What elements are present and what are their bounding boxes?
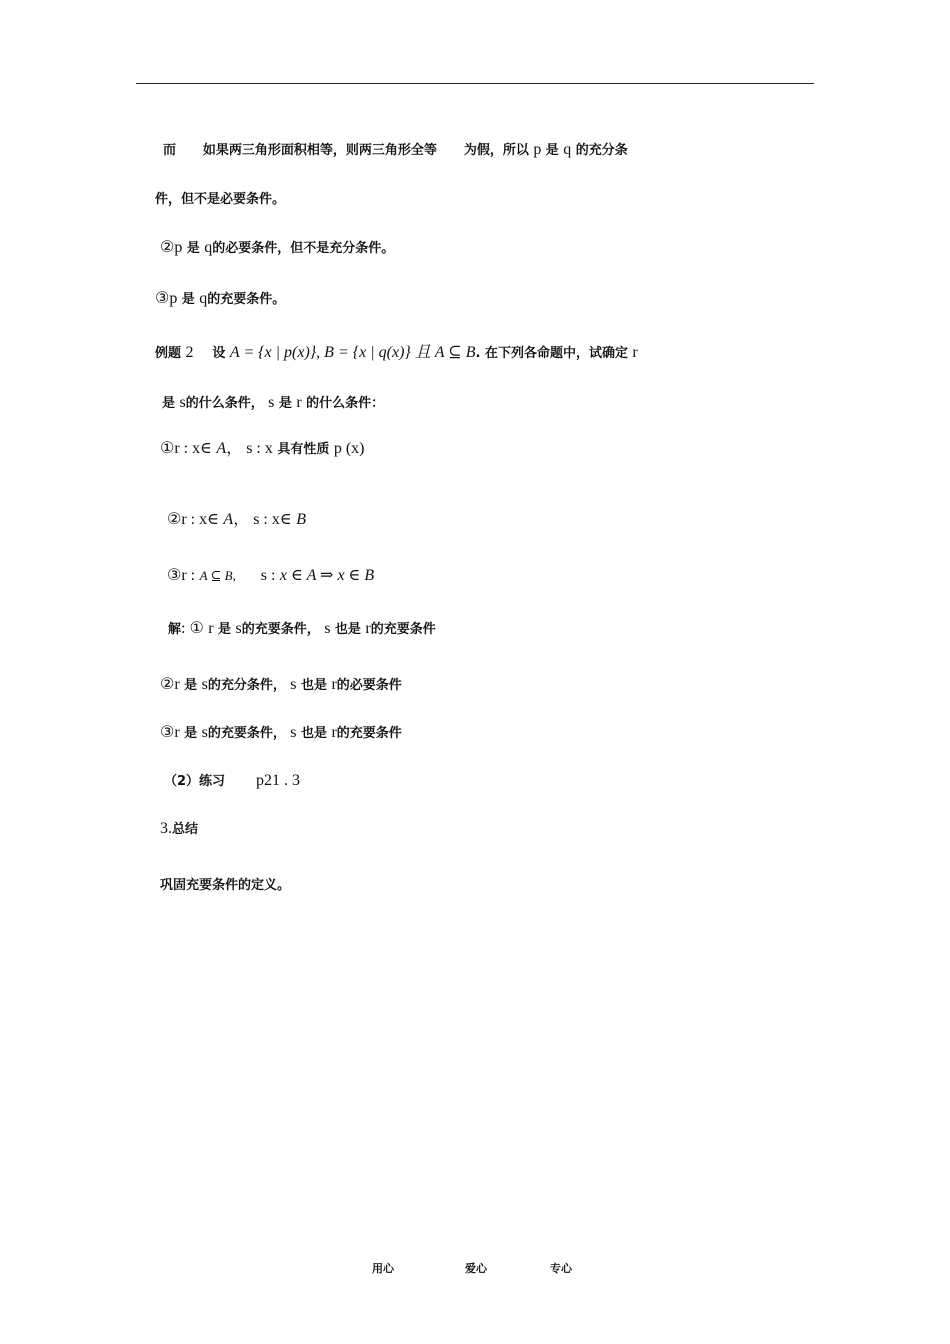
math-var: s [235, 620, 242, 637]
circled-number: ① [160, 440, 175, 457]
text: 是 [181, 292, 195, 307]
math-var: s [268, 394, 275, 411]
math-expression: A ⊆ B, [199, 568, 236, 583]
text: 是 [184, 726, 198, 741]
math-var: s [324, 620, 331, 637]
math-var: p [533, 141, 542, 158]
text: 的充分条件， [207, 678, 286, 693]
circled-number: ② [160, 239, 175, 256]
text: 如果两三角形面积相等，则两三角形全等 [202, 143, 437, 158]
practice-label: 练习 [199, 774, 226, 789]
footer-text-3: 专心 [550, 1262, 572, 1275]
text: 的什么条件， [185, 396, 264, 411]
math-var: A [216, 440, 227, 457]
text: 的必要条件，但不是充分条件。 [212, 241, 395, 256]
math-var: p [174, 239, 183, 256]
text: 的充要条件， [241, 622, 320, 637]
text: 的充分条 [575, 143, 628, 158]
section-title: 总结 [172, 822, 199, 837]
case-1-line [160, 439, 364, 460]
text: 是 [545, 143, 559, 158]
math-var: r [174, 724, 180, 741]
case-3-line [167, 566, 374, 586]
math-var: s [179, 394, 186, 411]
text: 设 [212, 346, 226, 361]
math-var: r [296, 394, 302, 411]
text: 也是 [300, 678, 327, 693]
text: 是 [218, 622, 232, 637]
solution-line-1 [168, 619, 436, 640]
text: 的充要条件， [207, 726, 286, 741]
text: 的必要条件 [336, 678, 402, 693]
text: 为假，所以 [463, 143, 529, 158]
text: 具有性质 [277, 442, 330, 457]
section-number: 3. [160, 820, 172, 837]
footer-text-1: 用心 [372, 1262, 394, 1275]
circled-number: ③ [167, 567, 182, 584]
math-var: s [201, 724, 208, 741]
text: 是 [278, 396, 292, 411]
practice-line [164, 771, 300, 792]
math-text: p (x) [333, 440, 365, 457]
math-var: q [199, 290, 208, 307]
text: 而 [163, 143, 177, 158]
solution-line-3 [160, 723, 402, 744]
text: : [181, 620, 190, 637]
text: （2） [164, 774, 200, 789]
item-2-line [160, 238, 394, 259]
text: 的充要条件 [370, 622, 436, 637]
footer-text-2: 爱心 [465, 1262, 487, 1275]
example-2-question-line [162, 393, 384, 414]
set-definition-math: A = {x | p(x)}, B = {x | q(x)} 且 A ⊆ B [229, 344, 476, 361]
math-text: ， s : x∈ [233, 511, 292, 528]
text: 的什么条件： [306, 396, 385, 411]
math-var: r [331, 724, 337, 741]
math-var: B [296, 511, 306, 528]
paragraph-line-2: 件，但不是必要条件。 [155, 192, 286, 207]
example-number: 2 [185, 344, 194, 361]
math-var: r [208, 620, 214, 637]
math-var: p [169, 290, 178, 307]
math-text: r : x∈ [174, 440, 212, 457]
math-var: A [223, 511, 234, 528]
math-expression: x ∈ A ⇒ x ∈ B [279, 567, 375, 584]
text: 的充要条件 [336, 726, 402, 741]
text: 是 [184, 678, 198, 693]
math-var: q [563, 141, 572, 158]
math-text: ， s : x [226, 440, 273, 457]
text: 也是 [300, 726, 327, 741]
text: 是 [162, 396, 176, 411]
example-2-line [155, 343, 638, 364]
circled-number: ③ [160, 724, 175, 741]
math-var: r [365, 620, 371, 637]
paragraph-line-1 [163, 140, 628, 161]
text: 是 [186, 241, 200, 256]
math-text: r : x∈ [181, 511, 219, 528]
circled-number: ② [167, 511, 182, 528]
math-var: r [632, 344, 638, 361]
text: 也是 [334, 622, 361, 637]
text: . 在下列各命题中，试确定 [475, 346, 628, 361]
summary-heading [160, 819, 198, 840]
math-var: q [204, 239, 213, 256]
math-text: s : [260, 567, 276, 584]
math-var: r [331, 676, 337, 693]
math-text: r : [181, 567, 196, 584]
math-var: s [290, 724, 297, 741]
math-var: s [290, 676, 297, 693]
math-var: r [174, 676, 180, 693]
header-rule [136, 83, 814, 84]
solution-label: 解 [168, 622, 182, 637]
circled-number: ③ [155, 290, 170, 307]
text: 的充要条件。 [207, 292, 286, 307]
example-label: 例题 [155, 346, 182, 361]
math-var: s [201, 676, 208, 693]
circled-number: ① [189, 620, 204, 637]
solution-line-2 [160, 675, 402, 696]
case-2-line [167, 510, 306, 530]
item-3-line [155, 289, 285, 310]
summary-text: 巩固充要条件的定义。 [160, 878, 291, 893]
practice-reference: p21 . 3 [255, 772, 300, 789]
circled-number: ② [160, 676, 175, 693]
